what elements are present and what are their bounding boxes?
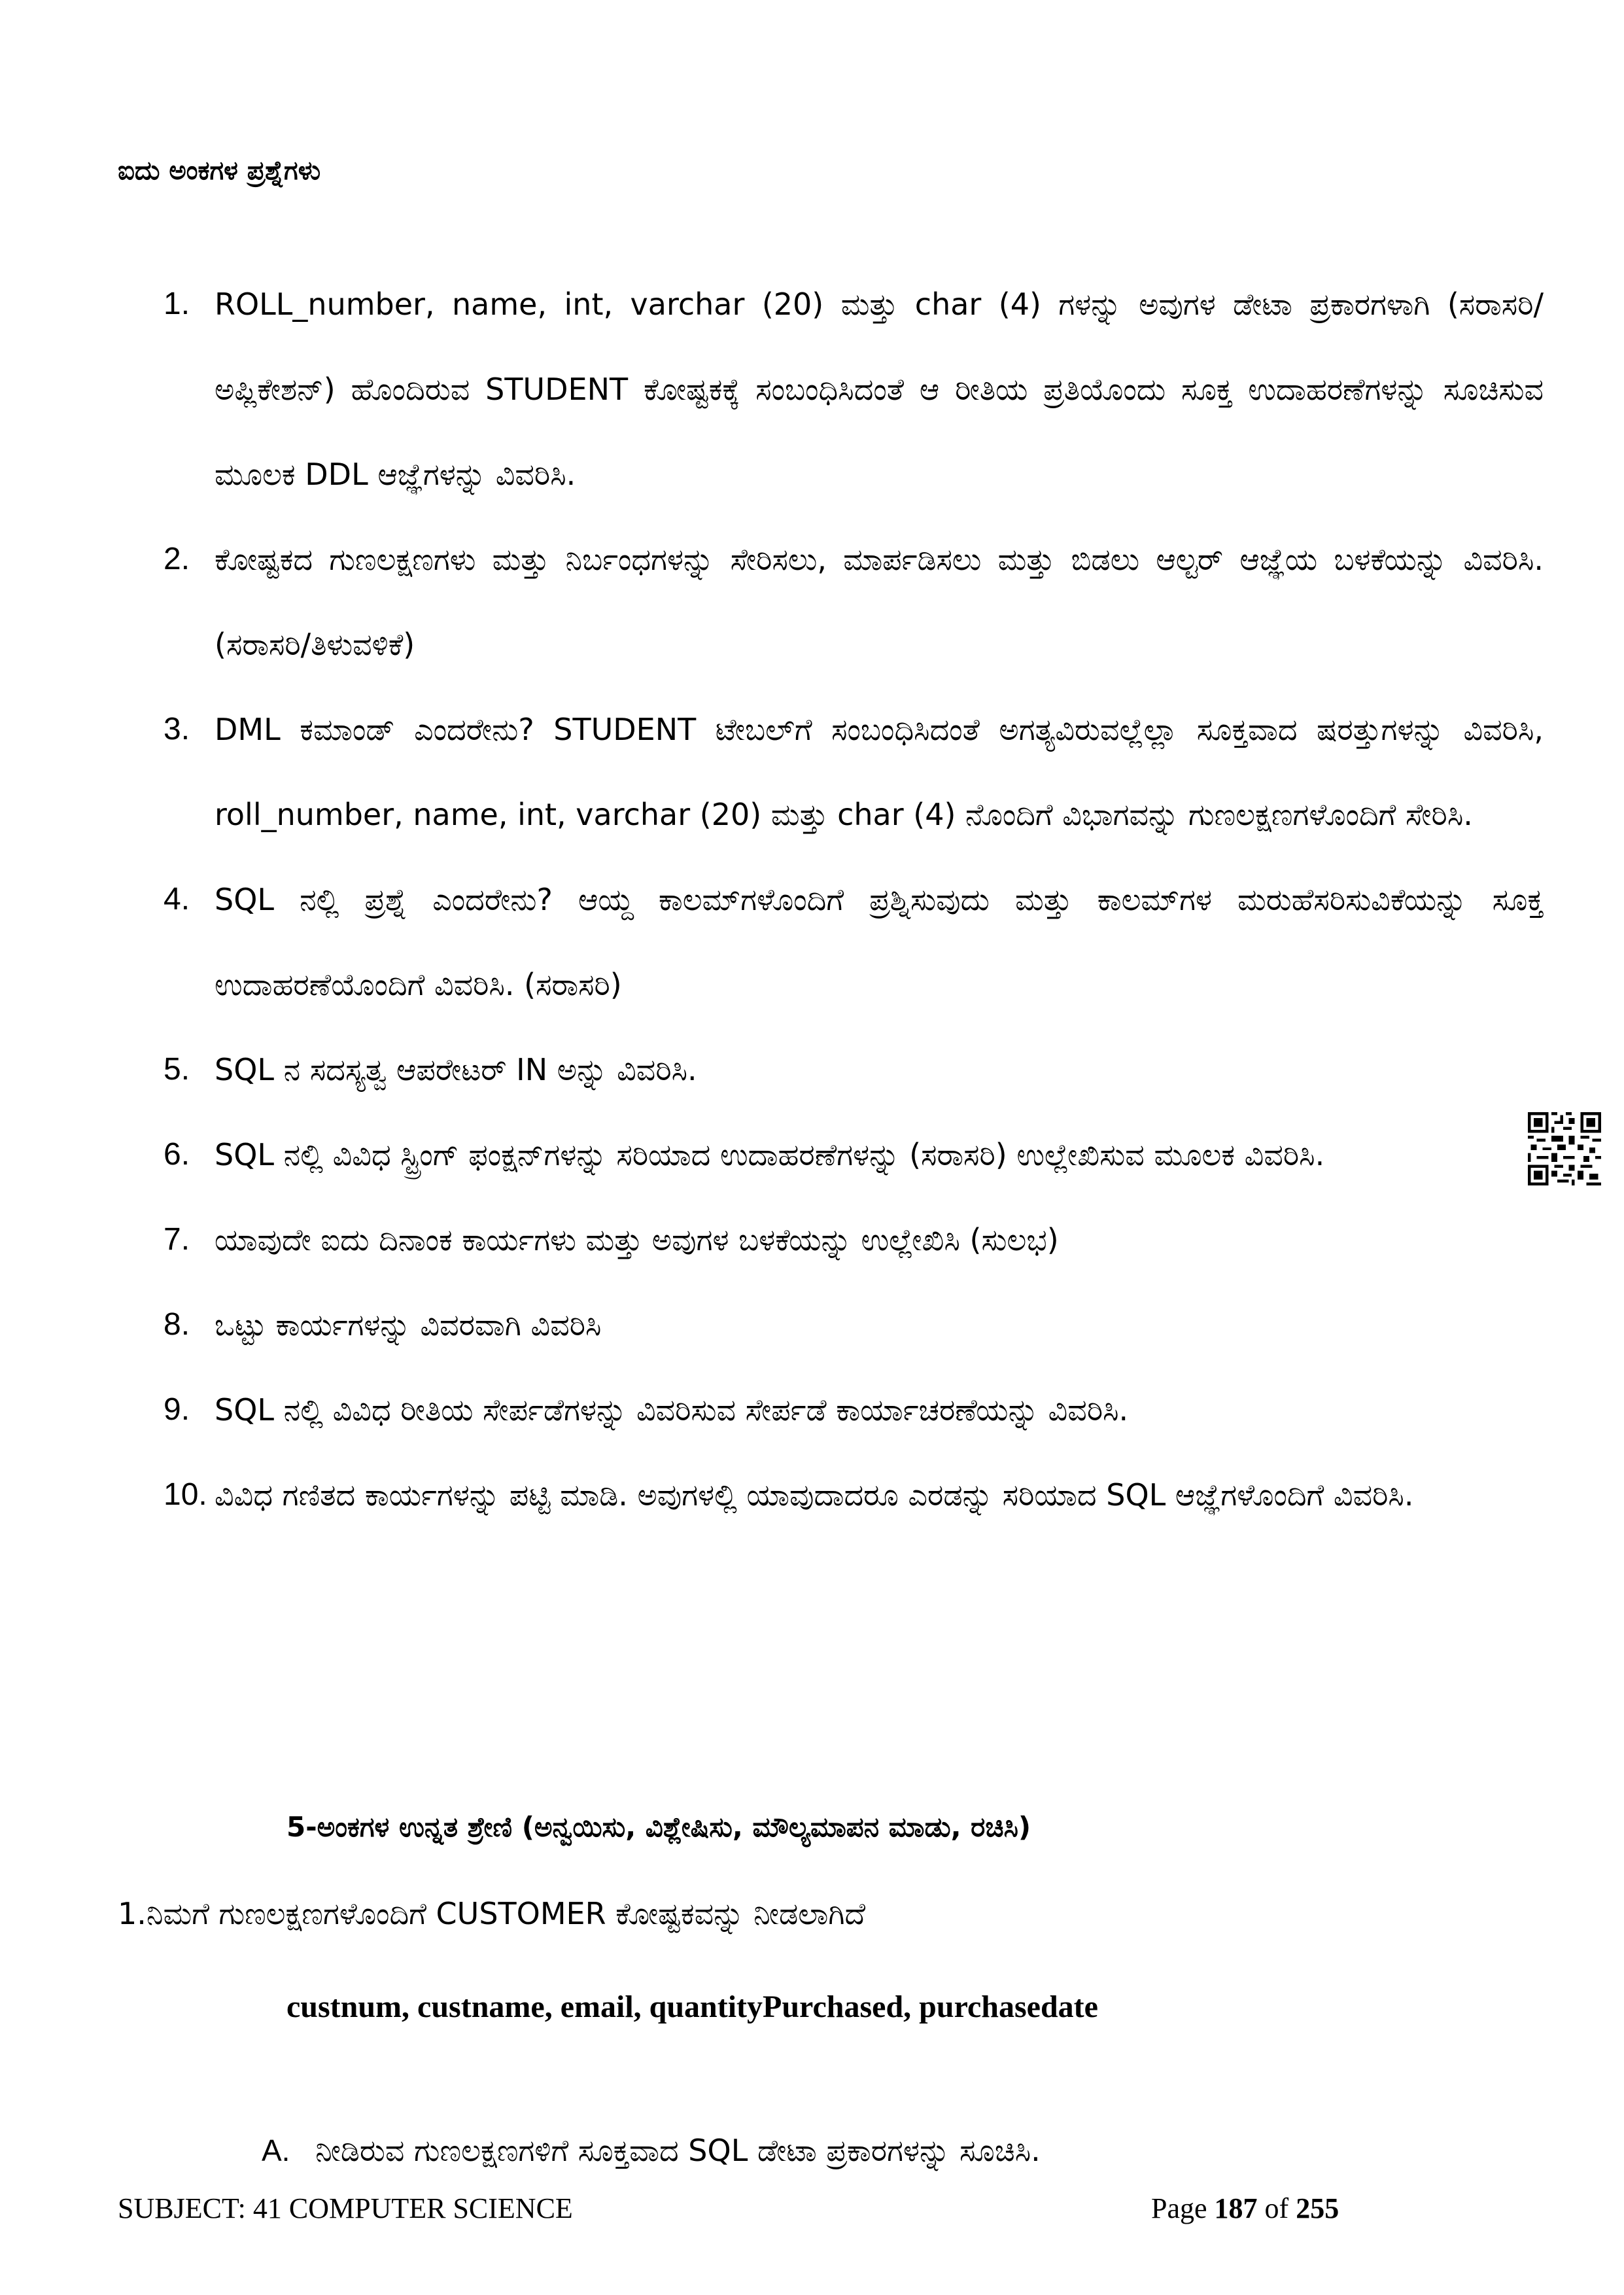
question-number: 8. [164, 1307, 190, 1342]
qr-code-icon [1528, 1112, 1601, 1185]
sub-question-a [262, 2133, 1041, 2169]
question-item [164, 1452, 1544, 1537]
question-item [164, 857, 1544, 1027]
customer-question: 1.ನಿಮಗೆ ಗುಣಲಕ್ಷಣಗಳೊಂದಿಗೆ CUSTOMER ಕೋಷ್ಟಕವನ್ನು ನೀಡಲಾಗಿದೆ [118, 1896, 866, 1931]
question-text: ROLL_number, name, int, varchar (20) ಮತ್ತು char (4) ಗಳನ್ನು ಅವುಗಳ ಡೇಟಾ ಪ್ರಕಾರಗಳಾಗಿ (ಸರಾಸರಿ/ಅಪ್ಲಿಕೇಶನ್) ಹೊಂದಿರುವ STUDENT ಕೋಷ್ಟಕಕ್ಕೆ ಸಂಬಂಧಿಸಿದಂತೆ ಆ ರೀತಿಯ ಪ್ರತಿಯೊಂದು ಸೂಕ್ತ ಉದಾಹರಣೆಗಳನ್ನು ಸೂಚಿಸುವ ಮೂಲಕ DDL ಆಜ್ಞೆಗಳನ್ನು ವಿವರಿಸಿ. [215, 287, 1544, 492]
question-item [164, 1282, 1544, 1367]
question-item [164, 262, 1544, 517]
page-label: Page [1151, 2192, 1207, 2224]
section-heading: ಐದು ಅಂಕಗಳ ಪ್ರಶ್ನೆಗಳು [118, 156, 321, 186]
question-item [164, 1367, 1544, 1452]
question-item [164, 1112, 1544, 1197]
question-number: 5. [164, 1052, 190, 1087]
question-text: ಒಟ್ಟು ಕಾರ್ಯಗಳನ್ನು ವಿವರವಾಗಿ ವಿವರಿಸಿ [215, 1307, 602, 1342]
question-text: SQL ನ ಸದಸ್ಯತ್ವ ಆಪರೇಟರ್ IN ಅನ್ನು ವಿವರಿಸಿ. [215, 1052, 697, 1087]
question-number: 2. [164, 542, 190, 576]
question-text: SQL ನಲ್ಲಿ ವಿವಿಧ ಸ್ಟ್ರಿಂಗ್ ಫಂಕ್ಷನ್‌ಗಳನ್ನು ಸರಿಯಾದ ಉದಾಹರಣೆಗಳನ್ನು (ಸರಾಸರಿ) ಉಲ್ಲೇಖಿಸುವ ಮೂಲಕ ವಿವರಿಸಿ. [215, 1137, 1325, 1172]
section-subheading: 5-ಅಂಕಗಳ ಉನ್ನತ ಶ್ರೇಣಿ (ಅನ್ವಯಿಸು, ವಿಶ್ಲೇಷಿಸು, ಮೌಲ್ಯಮಾಪನ ಮಾಡು, ರಚಿಸಿ) [286, 1811, 1031, 1843]
question-item [164, 517, 1544, 687]
question-number: 9. [164, 1392, 190, 1427]
question-number: 3. [164, 712, 190, 746]
question-number: 7. [164, 1222, 190, 1257]
question-number: 6. [164, 1137, 190, 1172]
question-number: 1. [164, 287, 190, 321]
sub-question-text: ನೀಡಿರುವ ಗುಣಲಕ್ಷಣಗಳಿಗೆ ಸೂಕ್ತವಾದ SQL ಡೇಟಾ ಪ್ರಕಾರಗಳನ್ನು ಸೂಚಿಸಿ. [315, 2133, 1041, 2168]
question-text: DML ಕಮಾಂಡ್ ಎಂದರೇನು? STUDENT ಟೇಬಲ್‌ಗೆ ಸಂಬಂಧಿಸಿದಂತೆ ಅಗತ್ಯವಿರುವಲ್ಲೆಲ್ಲಾ ಸೂಕ್ತವಾದ ಷರತ್ತುಗಳನ್ನು ವಿವರಿಸಿ, roll_number, name, int, varchar (20) ಮತ್ತು char (4) ನೊಂದಿಗೆ ವಿಭಾಗವನ್ನು ಗುಣಲಕ್ಷಣಗಳೊಂದಿಗೆ ಸೇರಿಸಿ. [215, 712, 1544, 832]
question-text: SQL ನಲ್ಲಿ ವಿವಿಧ ರೀತಿಯ ಸೇರ್ಪಡೆಗಳನ್ನು ವಿವರಿಸುವ ಸೇರ್ಪಡೆ ಕಾರ್ಯಾಚರಣೆಯನ್ನು ವಿವರಿಸಿ. [215, 1392, 1129, 1428]
question-item [164, 1027, 1544, 1112]
question-list [164, 262, 1544, 1537]
question-text: ಯಾವುದೇ ಐದು ದಿನಾಂಕ ಕಾರ್ಯಗಳು ಮತ್ತು ಅವುಗಳ ಬಳಕೆಯನ್ನು ಉಲ್ಲೇಖಿಸಿ (ಸುಲಭ) [215, 1222, 1059, 1257]
question-number: 4. [164, 882, 190, 917]
question-item [164, 687, 1544, 857]
question-text: SQL ನಲ್ಲಿ ಪ್ರಶ್ನೆ ಎಂದರೇನು? ಆಯ್ದ ಕಾಲಮ್‌ಗಳೊಂದಿಗೆ ಪ್ರಶ್ನಿಸುವುದು ಮತ್ತು ಕಾಲಮ್‌ಗಳ ಮರುಹೆಸರಿಸುವಿಕೆಯನ್ನು ಸೂಕ್ತ ಉದಾಹರಣೆಯೊಂದಿಗೆ ವಿವರಿಸಿ. (ಸರಾಸರಿ) [215, 882, 1544, 1002]
question-text: ವಿವಿಧ ಗಣಿತದ ಕಾರ್ಯಗಳನ್ನು ಪಟ್ಟಿ ಮಾಡಿ. ಅವುಗಳಲ್ಲಿ ಯಾವುದಾದರೂ ಎರಡನ್ನು ಸರಿಯಾದ SQL ಆಜ್ಞೆಗಳೊಂದಿಗೆ ವಿವರಿಸಿ. [215, 1477, 1414, 1513]
question-text: ಕೋಷ್ಟಕದ ಗುಣಲಕ್ಷಣಗಳು ಮತ್ತು ನಿರ್ಬಂಧಗಳನ್ನು ಸೇರಿಸಲು, ಮಾರ್ಪಡಿಸಲು ಮತ್ತು ಬಿಡಲು ಆಲ್ಟರ್ ಆಜ್ಞೆಯ ಬಳಕೆಯನ್ನು ವಿವರಿಸಿ. (ಸರಾಸರಿ/ತಿಳುವಳಿಕೆ) [215, 542, 1544, 662]
footer-subject: SUBJECT: 41 COMPUTER SCIENCE [118, 2192, 573, 2224]
current-page: 187 [1214, 2192, 1258, 2224]
page-of-label: of [1264, 2192, 1289, 2224]
footer-page-number [1151, 2192, 1339, 2225]
customer-attributes: custnum, custname, email, quantityPurchased, purchasedate [286, 1989, 1098, 2024]
total-pages: 255 [1296, 2192, 1339, 2224]
question-number: 10. [164, 1477, 207, 1512]
question-item [164, 1197, 1544, 1282]
sub-question-letter: A. [262, 2133, 290, 2167]
